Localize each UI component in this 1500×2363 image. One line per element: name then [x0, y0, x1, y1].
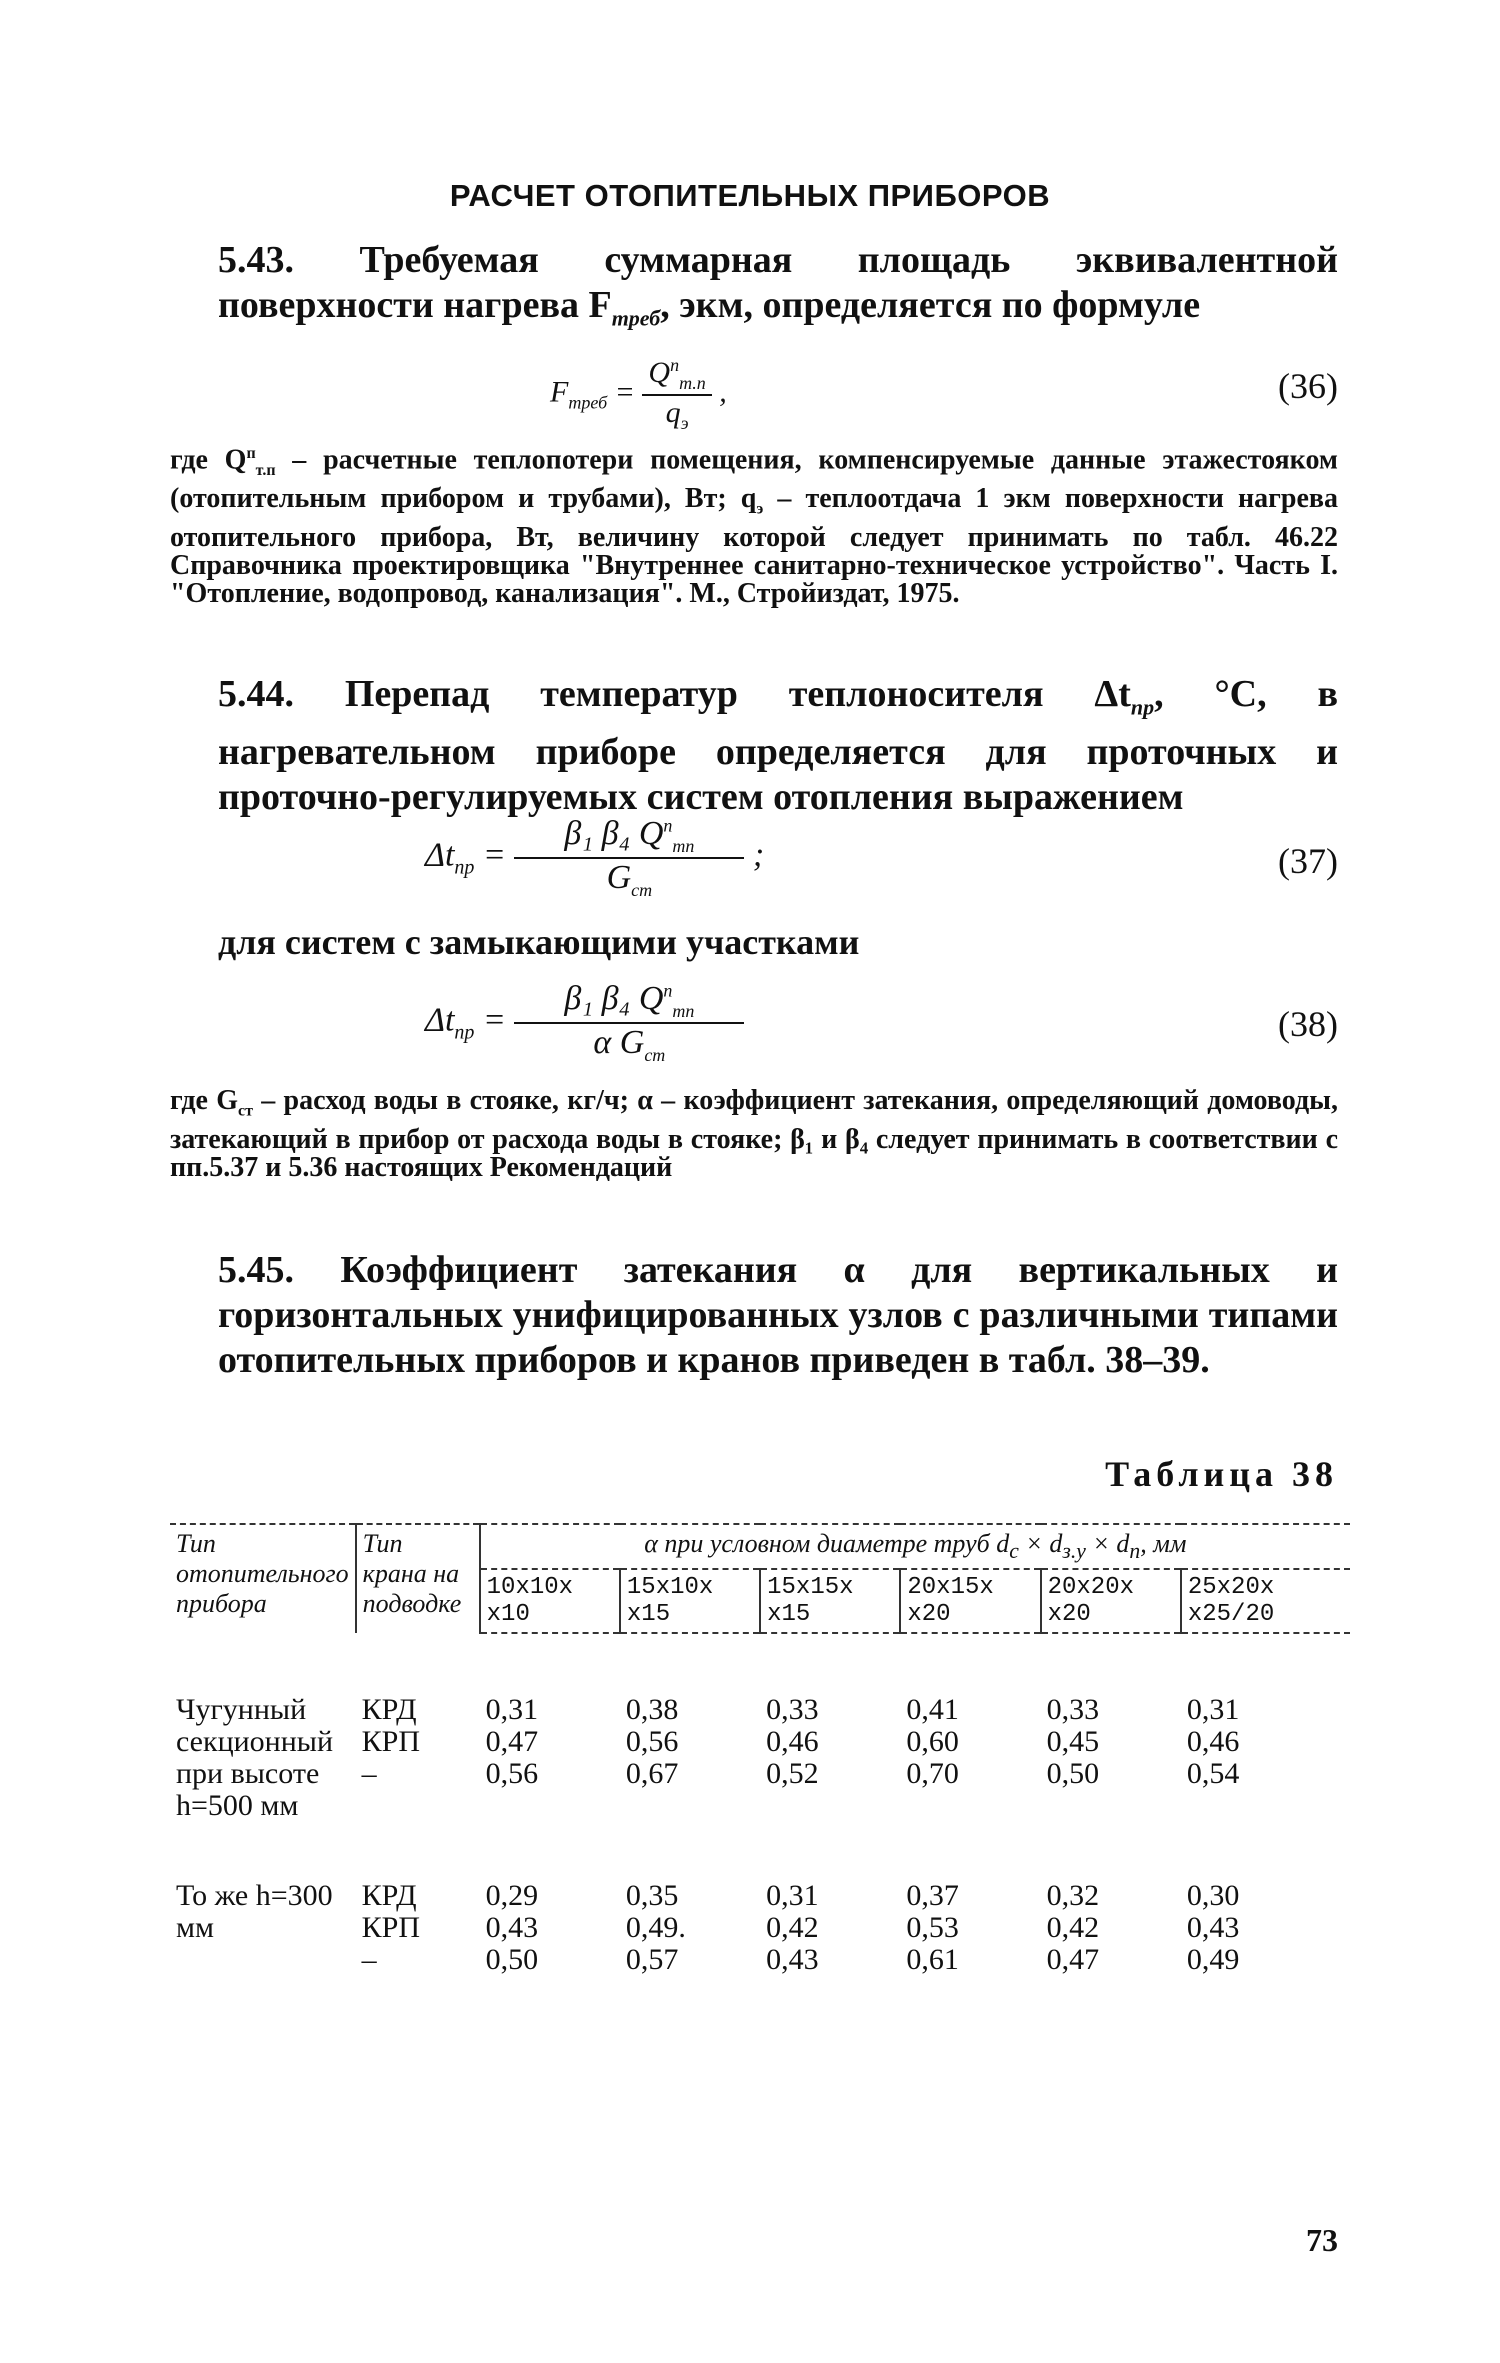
tap-cell: КРП: [361, 1911, 421, 1945]
value-cell: 0,35: [625, 1879, 679, 1913]
running-head: РАСЧЕТ ОТОПИТЕЛЬНЫХ ПРИБОРОВ: [449, 178, 1051, 213]
eq36-num-sub: т.п: [679, 373, 706, 393]
value-cell: 0,41: [906, 1693, 959, 1727]
header-diameter-2: 15x10x x15: [620, 1569, 760, 1633]
value-cell: 0,56: [485, 1757, 539, 1791]
eq38-den-sub: ст: [644, 1044, 666, 1065]
s543-where-rest: – расчетные теплопотери помещения, компенсируемые данные этажестояком (отопительным прибором и трубами), Вт; q: [170, 444, 1338, 514]
header-tap-type: Тип крана на подводке: [356, 1524, 480, 1633]
value-cell: 0,31: [766, 1879, 819, 1913]
value-cell: 0,50: [1046, 1757, 1100, 1791]
header-group-mid1: × d: [1018, 1529, 1063, 1558]
eq37-fraction: [514, 815, 744, 901]
eq37-den-sub: ст: [631, 879, 653, 900]
value-cell: 0,45: [1046, 1725, 1100, 1759]
equation-36: $F_{треб}$ = $\frac{Q^п_{т.п}}{q_э}$ ,: [550, 355, 727, 433]
header-alpha-group: [480, 1524, 1350, 1569]
eq38-denominator: α G: [593, 1023, 645, 1061]
header-group-text: α при условном диаметре труб d: [644, 1529, 1010, 1558]
s544-closing: для систем с замыкающими участками: [218, 922, 860, 962]
equation-37: $\Delta t_{пр}$ = $\frac{\beta_1 \beta_4 Q^п_{тп}}{G_{ст}}$ ;: [425, 815, 765, 900]
s543-rest: , экм, определяется по формуле: [660, 284, 1201, 326]
value-cell: 0,37: [906, 1879, 959, 1913]
value-cell: 0,50: [485, 1943, 539, 1977]
s543-sub: треб: [611, 305, 661, 331]
tap-cell: КРД: [361, 1693, 417, 1727]
eq36-fraction: [642, 355, 711, 434]
value-cell: 0,31: [485, 1693, 539, 1727]
value-cell: 0,33: [1046, 1693, 1100, 1727]
s544-rest: , °С, в нагревательном приборе определяется для проточных и проточно-регулируемых систем отопления выражением: [218, 673, 1338, 818]
value-cell: 0,30: [1186, 1879, 1240, 1913]
equation-38-label: (38): [1278, 1004, 1338, 1044]
header-diameter-6: 25x20x x25/20: [1181, 1569, 1350, 1633]
header-group-sub1: с: [1009, 1539, 1019, 1564]
eq37-num-sup: п: [663, 815, 673, 836]
tap-cell: КРД: [361, 1879, 417, 1913]
device-cell: Чугунный секционный при высоте h=500 мм: [176, 1693, 334, 1823]
value-cell: 0,46: [1186, 1725, 1240, 1759]
eq38-lhs-sub: пр: [454, 1021, 475, 1044]
tap-cell: –: [361, 1757, 377, 1791]
value-cell: 0,52: [766, 1757, 819, 1791]
eq38-numerator: β₁ β₄ Q: [564, 980, 664, 1017]
value-cell: 0,60: [906, 1725, 959, 1759]
header-diameter-1: 10x10x x10: [480, 1569, 620, 1633]
section-5-45-paragraph: 5.45. Коэффициент затекания α для вертикальных и горизонтальных унифицированных узлов с различными типами отопительных приборов и кранов приведен в табл. 38–39.: [218, 1249, 1338, 1381]
s544-sub: пр: [1130, 694, 1155, 720]
value-cell: 0,67: [625, 1757, 679, 1791]
value-cell: 0,57: [625, 1943, 679, 1977]
equation-36-label: (36): [1278, 366, 1338, 406]
eq37-numerator: β₁ β₄ Q: [564, 815, 664, 852]
eq36-denominator: q: [665, 396, 681, 429]
value-cell: 0,33: [766, 1693, 819, 1727]
eq37-denominator: G: [606, 858, 632, 896]
value-cell: 0,46: [766, 1725, 819, 1759]
value-cell: 0,54: [1186, 1757, 1240, 1791]
value-cell: 0,43: [485, 1911, 539, 1945]
value-cell: 0,32: [1046, 1879, 1100, 1913]
s544-lead: 5.44. Перепад температур теплоносителя Δt: [218, 673, 1131, 715]
table-row: [170, 1880, 1350, 1912]
s543-where-paragraph: [170, 440, 1338, 608]
value-cell: 0,47: [485, 1725, 539, 1759]
tap-cell: КРП: [361, 1725, 421, 1759]
section-5-43-paragraph: [218, 238, 1338, 341]
section-5-44-paragraph: [218, 672, 1338, 820]
s544-where-sub: ст: [238, 1102, 253, 1120]
value-cell: 0,38: [625, 1693, 679, 1727]
table-row: [170, 1694, 1350, 1726]
s544-where: где G: [170, 1085, 238, 1116]
value-cell: 0,53: [906, 1911, 959, 1945]
tap-cell: –: [361, 1943, 377, 1977]
value-cell: 0,29: [485, 1879, 539, 1913]
table-38: [170, 1523, 1350, 1976]
eq37-lhs: Δt: [425, 836, 455, 874]
header-group-mid2: × d: [1085, 1529, 1130, 1558]
eq37-lhs-sub: пр: [454, 856, 475, 879]
eq38-fraction: [514, 980, 744, 1066]
value-cell: 0,56: [625, 1725, 679, 1759]
value-cell: 0,49.: [625, 1911, 686, 1945]
s543-where: где Q: [170, 444, 247, 476]
value-cell: 0,43: [1186, 1911, 1240, 1945]
header-device-type: Тип отопительного прибора: [170, 1524, 356, 1633]
header-group-tail: , мм: [1140, 1529, 1187, 1558]
table-title: Таблица 38: [1105, 1454, 1338, 1494]
s544-where-rest: – расход воды в стояке, кг/ч; α – коэффициент затекания, определяющий домоводы, затекающий в прибор от расхода воды в стояке; β₁ и β₄ следует принимать в соответствии с пп.5.37 и 5.36 настоящих Рекомендаций: [170, 1085, 1338, 1183]
s544-where-paragraph: [170, 1087, 1338, 1182]
eq36-num-sup: п: [670, 355, 680, 375]
eq36-den-sub: э: [680, 413, 689, 433]
value-cell: 0,61: [906, 1943, 959, 1977]
eq36-lhs: F: [550, 375, 569, 409]
equation-37-label: (37): [1278, 841, 1338, 881]
eq36-lhs-sub: треб: [568, 392, 608, 413]
s543-where-sup: п: [246, 445, 256, 462]
eq38-lhs: Δt: [425, 1001, 455, 1039]
s543-where-sub2: э: [756, 500, 764, 518]
device-cell: То же h=300 мм: [176, 1879, 333, 1945]
s543-where-rest2: – теплоотдача 1 экм поверхности нагрева отопительного прибора, Вт, величину которой следует принимать по табл. 46.22 Справочника проектировщика "Внутреннее санитарно-техническое устройство". Часть I. "Отопление, водопровод, канализация". М., Стройиздат, 1975.: [170, 482, 1338, 609]
equation-38: $\Delta t_{пр}$ = $\frac{\beta_1 \beta_4 Q^п_{тп}}{\alpha G_{ст}}$: [425, 980, 744, 1066]
value-cell: 0,49: [1186, 1943, 1240, 1977]
s543-lead: 5.43. Требуемая суммарная площадь эквивалентной поверхности нагрева F: [218, 239, 1338, 326]
header-group-sub2: з.у: [1062, 1539, 1086, 1564]
value-cell: 0,43: [766, 1943, 819, 1977]
value-cell: 0,31: [1186, 1693, 1240, 1727]
value-cell: 0,42: [766, 1911, 819, 1945]
eq36-numerator: Q: [648, 356, 671, 389]
s543-where-sub: т.п: [255, 461, 276, 479]
header-diameter-5: 20x20x x20: [1041, 1569, 1181, 1633]
value-cell: 0,70: [906, 1757, 959, 1791]
value-cell: 0,47: [1046, 1943, 1100, 1977]
page-number: 73: [1306, 2222, 1338, 2258]
value-cell: 0,42: [1046, 1911, 1100, 1945]
header-group-sub3: п: [1129, 1539, 1141, 1564]
header-diameter-3: 15x15x x15: [760, 1569, 900, 1633]
eq38-num-sub: тп: [672, 1000, 695, 1021]
coefficient-table: [170, 1523, 1350, 1976]
eq37-tail: ;: [752, 836, 765, 874]
eq37-num-sub: тп: [672, 835, 695, 856]
eq38-num-sup: п: [663, 980, 673, 1001]
header-diameter-4: 20x15x x20: [900, 1569, 1040, 1633]
